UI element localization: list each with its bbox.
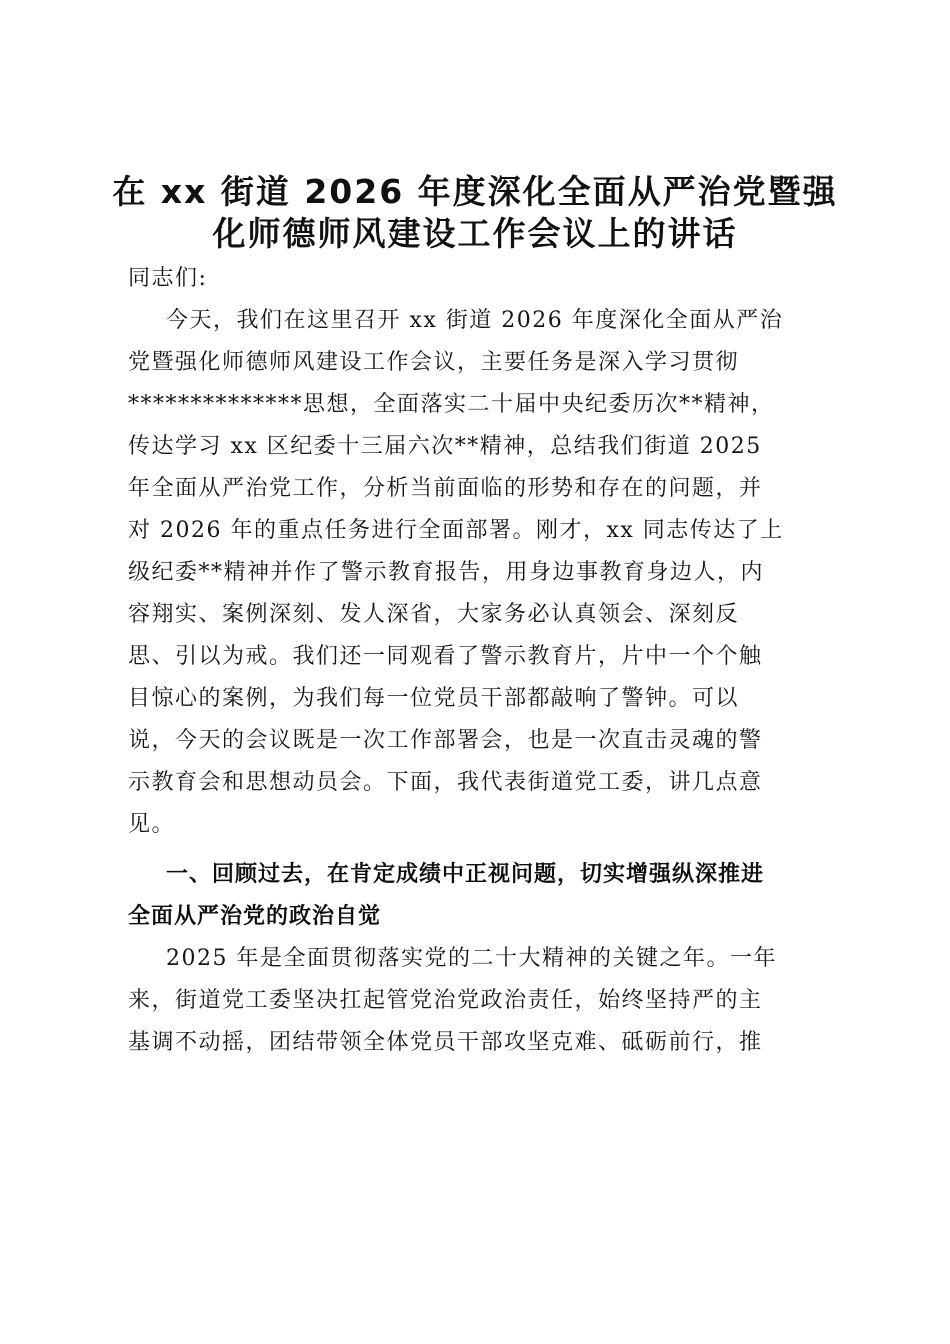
paragraph-line: 目惊心的案例，为我们每一位党员干部都敲响了警钟。可以: [128, 686, 740, 711]
paragraph-line: 容翔实、案例深刻、发人深省，大家务必认真领会、深刻反: [128, 602, 740, 627]
paragraph-line: 党暨强化师德师风建设工作会议，主要任务是深入学习贯彻: [128, 350, 740, 375]
paragraph-line: **************思想，全面落实二十届中央纪委历次**精神，: [128, 392, 775, 417]
paragraph-line: 见。: [128, 812, 176, 837]
paragraph-intro: [128, 300, 828, 846]
paragraph-line: 说，今天的会议既是一次工作部署会，也是一次直击灵魂的警: [128, 728, 763, 753]
paragraph-line: 年全面从严治党工作，分析当前面临的形势和存在的问题，并: [128, 476, 763, 501]
paragraph-line: 传达学习 xx 区纪委十三届六次**精神，总结我们街道 2025: [128, 434, 762, 459]
paragraph-review: [128, 938, 828, 1064]
section-heading-1: [128, 854, 828, 938]
title-line: 在 xx 街道 2026 年度深化全面从严治党暨强: [112, 172, 838, 211]
paragraph-line: 级纪委**精神并作了警示教育报告，用身边事教育身边人，内: [128, 560, 765, 585]
paragraph-line: 基调不动摇，团结带领全体党员干部攻坚克难、砥砺前行，推: [128, 1030, 763, 1055]
section-heading-line: 全面从严治党的政治自觉: [128, 904, 382, 929]
paragraph-line: 2025 年是全面贯彻落实党的二十大精神的关键之年。一年: [166, 946, 777, 971]
paragraph-line: 思、引以为戒。我们还一同观看了警示教育片，片中一个个触: [128, 644, 763, 669]
paragraph-line: 今天，我们在这里召开 xx 街道 2026 年度深化全面从严治: [166, 308, 784, 333]
title-line: 化师德师风建设工作会议上的讲话: [212, 214, 738, 253]
section-spacer: [128, 846, 828, 854]
paragraph-line: 来，街道党工委坚决扛起管党治党政治责任，始终坚持严的主: [128, 988, 763, 1013]
document-body: [128, 258, 828, 1064]
paragraph-line: 对 2026 年的重点任务进行全面部署。刚才，xx 同志传达了上: [128, 518, 784, 543]
document-title: [110, 170, 840, 254]
salutation: 同志们:: [128, 266, 208, 291]
section-heading-line: 一、回顾过去，在肯定成绩中正视问题，切实增强纵深推进: [166, 862, 765, 887]
paragraph-line: 示教育会和思想动员会。下面，我代表街道党工委，讲几点意: [128, 770, 763, 795]
